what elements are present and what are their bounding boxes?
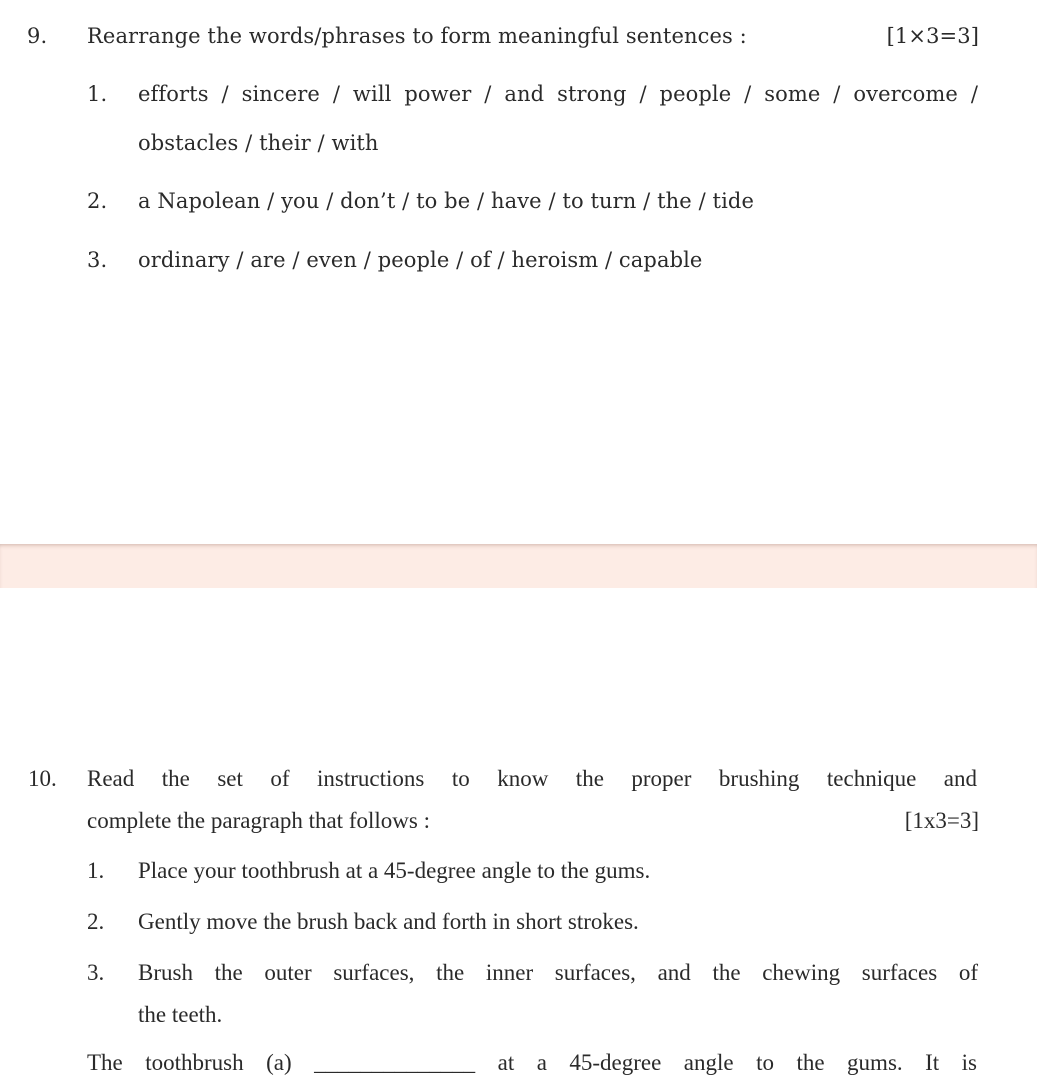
q9-item-1-line1: efforts / sincere / will power / and strong / people / some / overcome / [138,82,978,106]
q10-item-3-line2: the teeth. [138,1002,223,1027]
question-9-number: 9. [27,24,48,48]
q9-item-1-number: 1. [87,82,108,106]
question-10-prompt-line2: complete the paragraph that follows : [87,808,430,833]
q10-item-3-number: 3. [87,960,105,985]
page-break-separator [0,544,1037,589]
q10-paragraph-partial: The toothbrush (a) ______________ at a 45-degree angle to the gums. It is [87,1050,977,1075]
q9-item-3-number: 3. [87,248,108,272]
q9-item-3-line1: ordinary / are / even / people / of / heroism / capable [138,248,703,272]
question-10-prompt-line1: Read the set of instructions to know the proper brushing technique and [87,766,977,791]
question-9-marks: [1×3=3] [886,24,979,48]
q10-item-1-number: 1. [87,858,105,883]
q10-item-3-line1: Brush the outer surfaces, the inner surfaces, and the chewing surfaces of [138,960,978,985]
question-10-marks: [1x3=3] [904,808,979,833]
q10-item-2-line1: Gently move the brush back and forth in short strokes. [138,909,639,934]
page-lower [0,588,1037,1075]
q9-item-2-line1: a Napolean / you / don’t / to be / have / to turn / the / tide [138,189,754,213]
q9-item-2-number: 2. [87,189,108,213]
q9-item-1-line2: obstacles / their / with [138,131,379,155]
question-10-number: 10. [28,766,57,791]
q10-item-2-number: 2. [87,909,105,934]
q10-item-1-line1: Place your toothbrush at a 45-degree angle to the gums. [138,858,651,883]
question-9-prompt: Rearrange the words/phrases to form meaningful sentences : [87,24,747,48]
